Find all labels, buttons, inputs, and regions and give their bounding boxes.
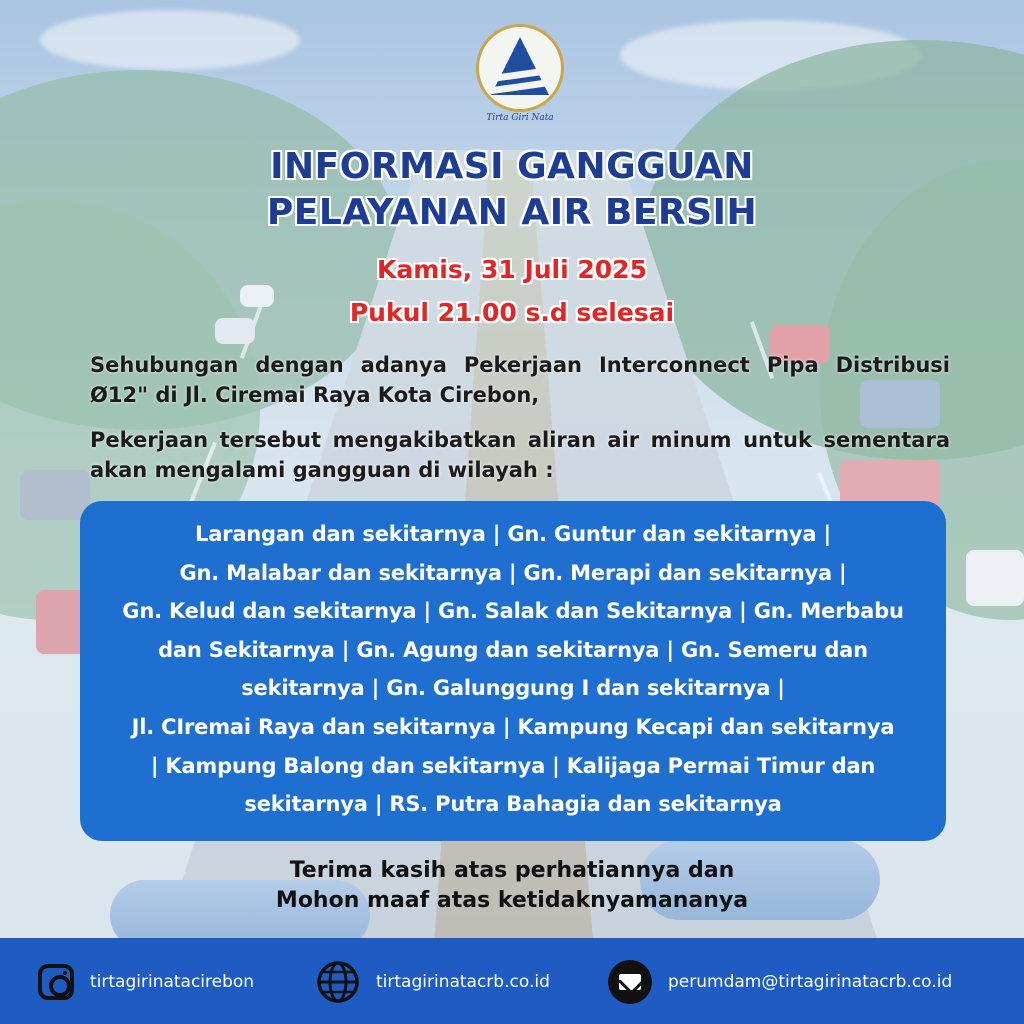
closing-line-1: Terima kasih atas perhatiannya dan xyxy=(289,858,735,883)
area-line: sekitarnya | Gn. Galunggung I dan sekitarnya | xyxy=(241,676,785,701)
affected-areas-list xyxy=(94,515,932,824)
area-line: Gn. Kelud dan sekitarnya | Gn. Salak dan Sekitarnya | Gn. Merbabu xyxy=(122,599,904,624)
website-link[interactable]: tirtagirinatacrb.co.id xyxy=(376,972,550,992)
intro-paragraph: Sehubungan dengan adanya Pekerjaan Interconnect Pipa Distribusi Ø12" di Jl. Ciremai Raya Kota Cirebon, xyxy=(90,353,950,407)
affected-areas-box xyxy=(80,501,946,841)
instagram-icon xyxy=(38,964,74,1000)
mail-icon xyxy=(608,960,652,1004)
area-line: Jl. CIremai Raya dan sekitarnya | Kampung Kecapi dan sekitarnya xyxy=(131,714,895,739)
globe-icon xyxy=(316,960,360,1004)
email-link[interactable]: perumdam@tirtagirinatacrb.co.id xyxy=(668,972,953,992)
impact-paragraph: Pekerjaan tersebut mengakibatkan aliran air minum untuk sementara akan mengalami gangguan di wilayah : xyxy=(90,428,950,482)
area-line: | Kampung Balong dan sekitarnya | Kalijaga Permai Timur dan xyxy=(150,753,876,778)
tirta-giri-nata-logo xyxy=(476,24,564,112)
closing-message xyxy=(0,856,1024,916)
contact-footer xyxy=(0,938,1024,1024)
closing-line-2: Mohon maaf atas ketidaknyamananya xyxy=(275,888,749,913)
email-contact[interactable] xyxy=(608,960,952,1004)
title-line-2: PELAYANAN AIR BERSIH xyxy=(266,192,758,233)
area-line: Larangan dan sekitarnya | Gn. Guntur dan sekitarnya | xyxy=(195,522,831,546)
schedule-time: Pukul 21.00 s.d selesai xyxy=(349,298,675,327)
area-line: dan Sekitarnya | Gn. Agung dan sekitarnya | Gn. Semeru dan xyxy=(158,637,868,662)
area-line: Gn. Malabar dan sekitarnya | Gn. Merapi dan sekitarnya | xyxy=(179,560,847,585)
instagram-contact[interactable] xyxy=(38,960,254,1004)
title-line-1: INFORMASI GANGGUAN xyxy=(270,146,754,187)
instagram-handle[interactable]: tirtagirinatacirebon xyxy=(90,972,255,992)
area-line: sekitarnya | RS. Putra Bahagia dan sekitarnya xyxy=(244,792,782,817)
website-contact[interactable] xyxy=(316,960,550,1004)
logo-caption: Tirta Giri Nata xyxy=(486,113,554,123)
schedule-date: Kamis, 31 Juli 2025 xyxy=(377,255,647,284)
